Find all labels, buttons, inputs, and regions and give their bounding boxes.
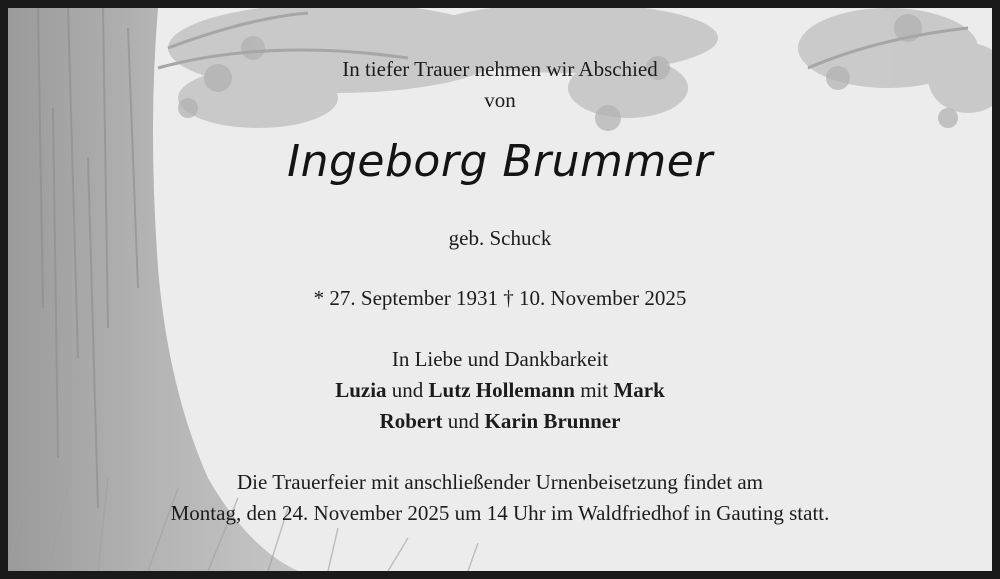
family-conjunction: und xyxy=(386,378,429,402)
intro-line-2: von xyxy=(484,88,516,112)
gratitude-line: In Liebe und Dankbarkeit xyxy=(391,347,609,371)
family-name: Luzia xyxy=(335,378,387,402)
life-dates: * 27. September 1931 † 10. November 2025 xyxy=(313,286,687,310)
family-conjunction: mit xyxy=(574,378,614,402)
intro-line-1: In tiefer Trauer nehmen wir Abschied xyxy=(342,57,658,81)
maiden-name: geb. Schuck xyxy=(448,226,552,250)
ceremony-line-2: Montag, den 24. November 2025 um 14 Uhr im Waldfriedhof in Gauting statt. xyxy=(170,501,830,525)
ceremony-line-1: Die Trauerfeier mit anschließender Urnenbeisetzung findet am xyxy=(237,470,763,494)
deceased-name: Ingeborg Brummer xyxy=(287,136,713,187)
family-name: Lutz Hollemann xyxy=(428,378,575,402)
family-name: Mark xyxy=(613,378,665,402)
notice-text xyxy=(8,8,992,571)
family-name: Karin Brunner xyxy=(484,409,621,433)
family-line-2 xyxy=(8,408,992,434)
family-name: Robert xyxy=(379,409,443,433)
family-conjunction: und xyxy=(442,409,485,433)
family-line-1 xyxy=(8,377,992,403)
